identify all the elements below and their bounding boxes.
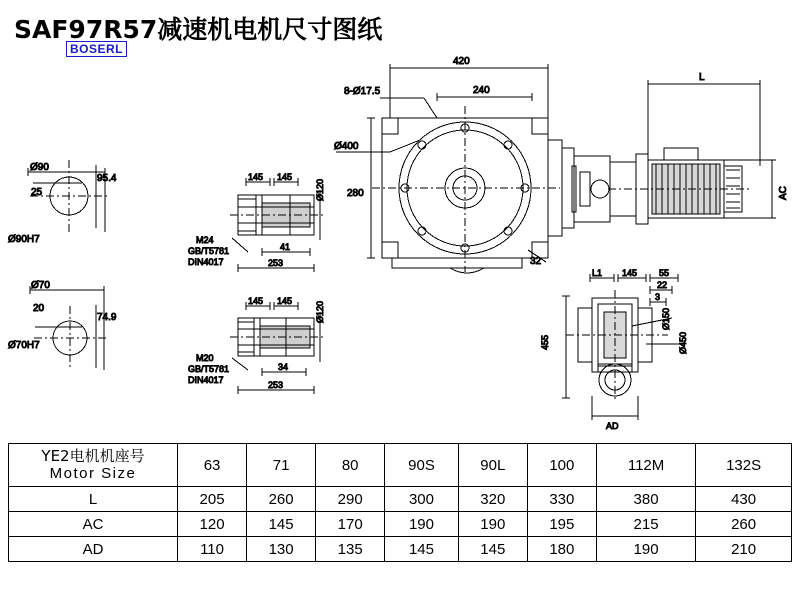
dim-74-9: 74.9 bbox=[97, 312, 117, 323]
table-cell: 205 bbox=[178, 487, 247, 512]
dim-k2-gb: GB/T5781 bbox=[188, 364, 230, 374]
table-cell: 260 bbox=[696, 512, 792, 537]
dim-d70: Ø70 bbox=[31, 280, 50, 291]
dim-d150: Ø150 bbox=[661, 307, 671, 330]
dim-k2-253: 253 bbox=[268, 380, 284, 390]
table-cell: 130 bbox=[247, 537, 316, 562]
dim-280: 280 bbox=[347, 188, 364, 199]
dim-AD: AD bbox=[606, 421, 619, 431]
bottom-end-view bbox=[562, 274, 684, 420]
row-label: AD bbox=[9, 537, 178, 562]
dim-k2-145a: 145 bbox=[248, 296, 264, 306]
dim-d90: Ø90 bbox=[30, 162, 49, 173]
dim-d400: Ø400 bbox=[334, 141, 359, 152]
dim-d90-h7: Ø90H7 bbox=[8, 234, 40, 245]
dim-k2-din: DIN4017 bbox=[188, 375, 224, 385]
dim-k1-d120: Ø120 bbox=[315, 178, 325, 201]
table-cell: 145 bbox=[247, 512, 316, 537]
dim-L1: L1 bbox=[592, 268, 603, 278]
table-cell: 120 bbox=[178, 512, 247, 537]
dim-k1-din: DIN4017 bbox=[188, 257, 224, 267]
dim-AC: AC bbox=[778, 186, 789, 200]
dim-k2-d120: Ø120 bbox=[315, 300, 325, 323]
dim-3: 3 bbox=[655, 292, 661, 302]
table-header-row bbox=[9, 444, 792, 487]
table-cell: 190 bbox=[458, 512, 527, 537]
table-cell: 430 bbox=[696, 487, 792, 512]
table-header-size: 80 bbox=[316, 444, 385, 487]
table-cell: 215 bbox=[596, 512, 695, 537]
header-label-en: Motor Size bbox=[49, 465, 137, 482]
table-row bbox=[9, 537, 792, 562]
row-label: AC bbox=[9, 512, 178, 537]
row-label: L bbox=[9, 487, 178, 512]
table-cell: 190 bbox=[385, 512, 459, 537]
table-header-size: 63 bbox=[178, 444, 247, 487]
dim-22: 22 bbox=[657, 280, 668, 290]
dim-420: 420 bbox=[453, 56, 470, 67]
dim-240: 240 bbox=[473, 85, 490, 96]
brand-logo: BOSERL bbox=[66, 41, 127, 57]
table-cell: 260 bbox=[247, 487, 316, 512]
table-cell: 210 bbox=[696, 537, 792, 562]
dim-L: L bbox=[699, 72, 705, 83]
table-cell: 190 bbox=[596, 537, 695, 562]
dim-k1-145a: 145 bbox=[248, 172, 264, 182]
dim-k1-m24: M24 bbox=[196, 235, 214, 245]
table-cell: 135 bbox=[316, 537, 385, 562]
table-row bbox=[9, 487, 792, 512]
dim-455: 455 bbox=[540, 334, 550, 350]
dim-b-145: 145 bbox=[622, 268, 638, 278]
dim-55: 55 bbox=[659, 268, 670, 278]
dim-k2-m20: M20 bbox=[196, 353, 214, 363]
dim-k2-145b: 145 bbox=[277, 296, 293, 306]
table-cell: 290 bbox=[316, 487, 385, 512]
table-cell: 195 bbox=[527, 512, 596, 537]
dim-32: 32 bbox=[530, 256, 542, 267]
shaft-view-70 bbox=[30, 286, 106, 370]
table-cell: 300 bbox=[385, 487, 459, 512]
dim-25: 25 bbox=[31, 187, 43, 198]
table-header-size: 112M bbox=[596, 444, 695, 487]
dim-95-4: 95.4 bbox=[97, 173, 117, 184]
dim-k2-34: 34 bbox=[278, 362, 289, 372]
table-row bbox=[9, 512, 792, 537]
table-header-size: 90L bbox=[458, 444, 527, 487]
table-header-label bbox=[9, 444, 178, 487]
table-header-size: 132S bbox=[696, 444, 792, 487]
table-cell: 380 bbox=[596, 487, 695, 512]
dim-k1-gb: GB/T5781 bbox=[188, 246, 230, 256]
table-cell: 320 bbox=[458, 487, 527, 512]
dim-20: 20 bbox=[33, 303, 45, 314]
table-header-size: 100 bbox=[527, 444, 596, 487]
table-cell: 145 bbox=[458, 537, 527, 562]
motor-size-table bbox=[8, 443, 792, 562]
table-cell: 330 bbox=[527, 487, 596, 512]
table-cell: 170 bbox=[316, 512, 385, 537]
table-header-size: 90S bbox=[385, 444, 459, 487]
dim-k1-253: 253 bbox=[268, 258, 284, 268]
dim-d70-h7: Ø70H7 bbox=[8, 340, 40, 351]
dim-8-holes: 8-Ø17.5 bbox=[344, 86, 381, 97]
table-header-size: 71 bbox=[247, 444, 316, 487]
main-assembly-view bbox=[336, 64, 776, 273]
dim-k1-145b: 145 bbox=[277, 172, 293, 182]
table-cell: 110 bbox=[178, 537, 247, 562]
dim-d450: Ø450 bbox=[678, 331, 688, 354]
dim-k1-41: 41 bbox=[280, 242, 291, 252]
header-label-cn: YE2电机机座号 bbox=[41, 446, 145, 465]
table-cell: 180 bbox=[527, 537, 596, 562]
table-cell: 145 bbox=[385, 537, 459, 562]
page-title: SAF97R57减速机电机尺寸图纸 bbox=[14, 15, 383, 44]
